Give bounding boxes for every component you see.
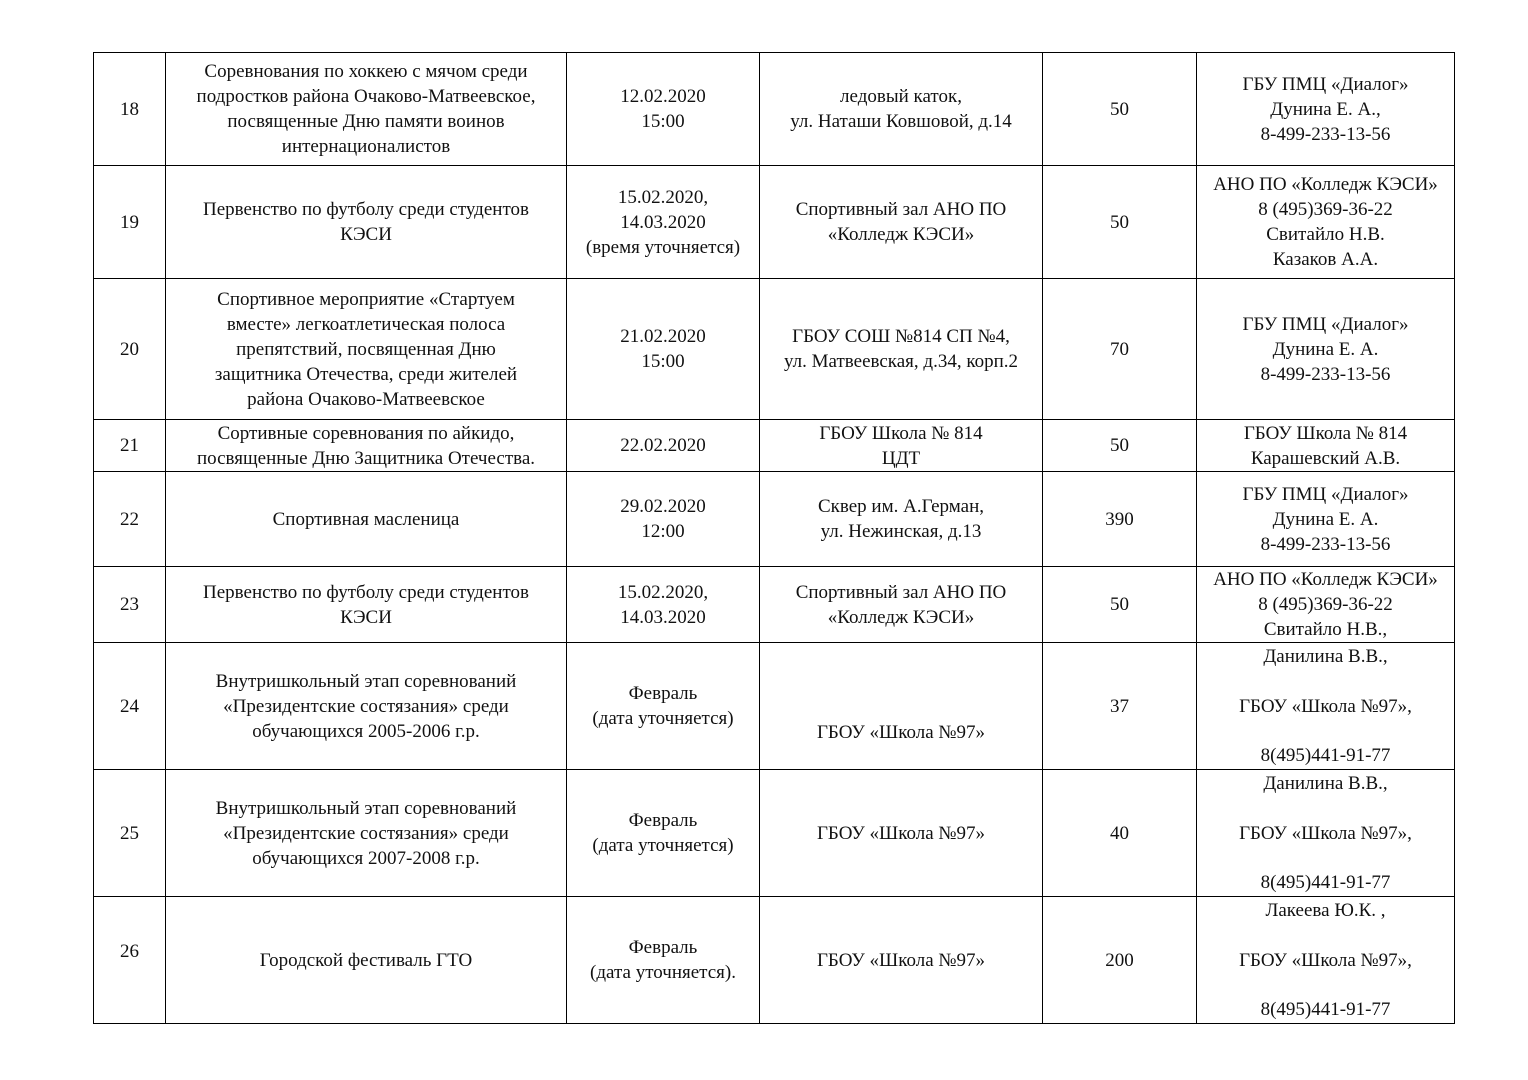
place-cell: ГБОУ «Школа №97» — [760, 770, 1043, 897]
table-row — [94, 770, 1455, 897]
place-cell: ГБОУ Школа № 814 ЦДТ — [760, 420, 1043, 472]
event-cell: Спортивная масленица — [166, 472, 567, 567]
contact-cell: ГБУ ПМЦ «Диалог» Дунина Е. А. 8-499-233-13-56 — [1197, 279, 1455, 420]
row-number: 22 — [94, 472, 166, 567]
date-cell: 21.02.2020 15:00 — [567, 279, 760, 420]
date-cell: 22.02.2020 — [567, 420, 760, 472]
participants-cell: 50 — [1043, 567, 1197, 643]
date-cell: 15.02.2020, 14.03.2020 — [567, 567, 760, 643]
date-cell: 15.02.2020, 14.03.2020 (время уточняется) — [567, 166, 760, 279]
contact-cell: Данилина В.В., ГБОУ «Школа №97», 8(495)441-91-77 — [1197, 770, 1455, 897]
event-cell: Сортивные соревнования по айкидо, посвященные Дню Защитника Отечества. — [166, 420, 567, 472]
date-cell: Февраль (дата уточняется) — [567, 770, 760, 897]
participants-cell: 390 — [1043, 472, 1197, 567]
row-number: 26 — [94, 897, 166, 1024]
date-cell: 12.02.2020 15:00 — [567, 53, 760, 166]
contact-cell: АНО ПО «Колледж КЭСИ» 8 (495)369-36-22 Свитайло Н.В. Казаков А.А. — [1197, 166, 1455, 279]
contact-cell: Данилина В.В., ГБОУ «Школа №97», 8(495)441-91-77 — [1197, 643, 1455, 770]
contact-cell: АНО ПО «Колледж КЭСИ» 8 (495)369-36-22 Свитайло Н.В., — [1197, 567, 1455, 643]
table-row — [94, 472, 1455, 567]
contact-cell: ГБУ ПМЦ «Диалог» Дунина Е. А. 8-499-233-13-56 — [1197, 472, 1455, 567]
event-cell: Первенство по футболу среди студентов КЭСИ — [166, 567, 567, 643]
date-cell: 29.02.2020 12:00 — [567, 472, 760, 567]
participants-cell: 50 — [1043, 420, 1197, 472]
row-number: 23 — [94, 567, 166, 643]
date-cell: Февраль (дата уточняется) — [567, 643, 760, 770]
place-cell: ГБОУ «Школа №97» — [760, 897, 1043, 1024]
place-cell: Сквер им. А.Герман, ул. Нежинская, д.13 — [760, 472, 1043, 567]
row-number: 19 — [94, 166, 166, 279]
table-row — [94, 166, 1455, 279]
event-cell: Соревнования по хоккею с мячом среди подростков района Очаково-Матвеевское, посвященные Дню памяти воинов интернационалистов — [166, 53, 567, 166]
row-number: 20 — [94, 279, 166, 420]
participants-cell: 40 — [1043, 770, 1197, 897]
participants-cell: 37 — [1043, 643, 1197, 770]
event-cell: Внутришкольный этап соревнований «Президентские состязания» среди обучающихся 2005-2006 г.р. — [166, 643, 567, 770]
table-row — [94, 643, 1455, 770]
events-table — [93, 52, 1455, 1024]
event-cell: Городской фестиваль ГТО — [166, 897, 567, 1024]
place-cell: Спортивный зал АНО ПО «Колледж КЭСИ» — [760, 166, 1043, 279]
row-number: 24 — [94, 643, 166, 770]
contact-cell: ГБУ ПМЦ «Диалог» Дунина Е. А., 8-499-233-13-56 — [1197, 53, 1455, 166]
event-cell: Первенство по футболу среди студентов КЭСИ — [166, 166, 567, 279]
event-cell: Внутришкольный этап соревнований «Президентские состязания» среди обучающихся 2007-2008 г.р. — [166, 770, 567, 897]
place-cell: Спортивный зал АНО ПО «Колледж КЭСИ» — [760, 567, 1043, 643]
place-cell: ледовый каток, ул. Наташи Ковшовой, д.14 — [760, 53, 1043, 166]
participants-cell: 50 — [1043, 166, 1197, 279]
place-cell: ГБОУ «Школа №97» — [760, 643, 1043, 770]
date-cell: Февраль (дата уточняется). — [567, 897, 760, 1024]
table-row — [94, 897, 1455, 1024]
row-number: 18 — [94, 53, 166, 166]
contact-cell: Лакеева Ю.К. , ГБОУ «Школа №97», 8(495)441-91-77 — [1197, 897, 1455, 1024]
table-row — [94, 420, 1455, 472]
participants-cell: 70 — [1043, 279, 1197, 420]
participants-cell: 200 — [1043, 897, 1197, 1024]
row-number: 21 — [94, 420, 166, 472]
contact-cell: ГБОУ Школа № 814 Карашевский А.В. — [1197, 420, 1455, 472]
place-cell: ГБОУ СОШ №814 СП №4, ул. Матвеевская, д.34, корп.2 — [760, 279, 1043, 420]
event-cell: Спортивное мероприятие «Стартуем вместе» легкоатлетическая полоса препятствий, посвященная Дню защитника Отечества, среди жителей района Очаково-Матвеевское — [166, 279, 567, 420]
table-row — [94, 279, 1455, 420]
participants-cell: 50 — [1043, 53, 1197, 166]
table-row — [94, 567, 1455, 643]
row-number: 25 — [94, 770, 166, 897]
table-row — [94, 53, 1455, 166]
